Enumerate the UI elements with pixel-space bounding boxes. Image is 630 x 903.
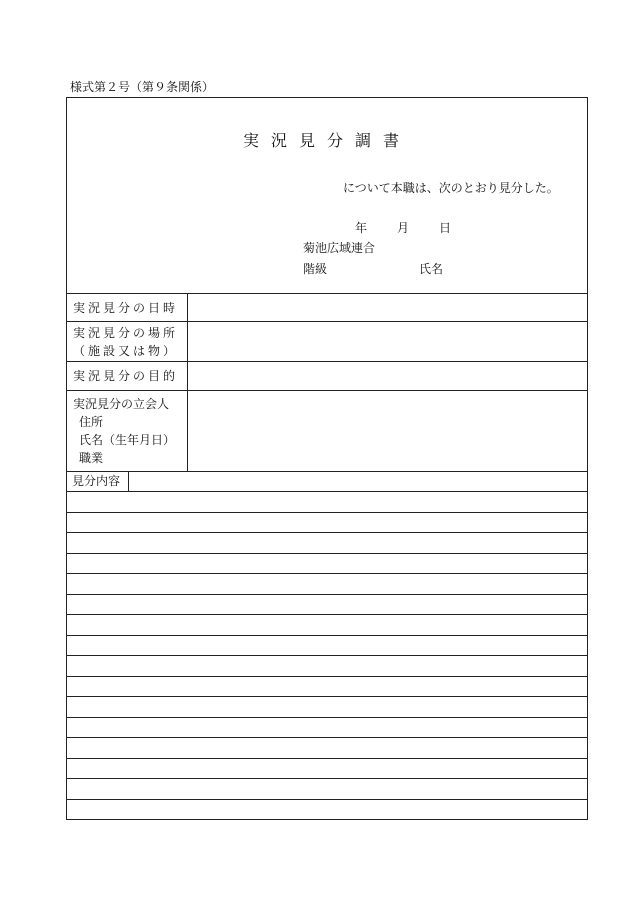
content-line [67,758,587,759]
purpose-value[interactable] [188,362,588,391]
content-line [67,532,587,533]
attendee-label [67,391,188,472]
place-label [67,322,188,362]
place-label-line2: （施設又は物） [73,343,179,358]
document-title: 実況見分調書 [242,131,411,150]
content-line [67,799,587,800]
datetime-row [67,294,588,322]
content-line [67,655,587,656]
attendee-address-label: 住所 [79,415,104,429]
attendee-value[interactable] [188,391,588,472]
attendee-name-label: 氏名（生年月日） [79,433,176,447]
content-label: 見分内容 [67,471,129,491]
content-line [67,512,587,513]
purpose-label: 実況見分の目的 [67,362,188,391]
content-line [67,676,587,677]
form-number: 様式第２号（第９条関係） [70,80,215,94]
content-line [67,553,587,554]
date-month: 月 [397,221,410,235]
place-label-line1: 実況見分の場所 [73,325,179,340]
name-label: 氏名 [419,262,444,276]
place-row [67,322,588,362]
date-year: 年 [355,221,368,235]
attendee-occupation-label: 職業 [79,451,104,465]
purpose-row [67,362,588,391]
content-header [67,471,587,492]
organization-name: 菊池広域連合 [303,241,376,255]
content-line [67,614,587,615]
datetime-label: 実況見分の日時 [67,294,188,322]
content-line [67,573,587,574]
content-line [67,778,587,779]
content-line [67,594,587,595]
header-box [66,97,588,294]
datetime-value[interactable] [188,294,588,322]
attendee-title: 実況見分の立会人 [73,397,170,411]
content-line [67,635,587,636]
date-day: 日 [439,221,452,235]
content-line [67,696,587,697]
content-box [66,471,588,820]
rank-label: 階級 [303,262,328,276]
intro-text: について本職は、次のとおり見分した。 [343,181,559,195]
place-value[interactable] [188,322,588,362]
content-line [67,737,587,738]
content-line [67,717,587,718]
attendee-row [67,391,588,472]
info-table [66,293,588,472]
